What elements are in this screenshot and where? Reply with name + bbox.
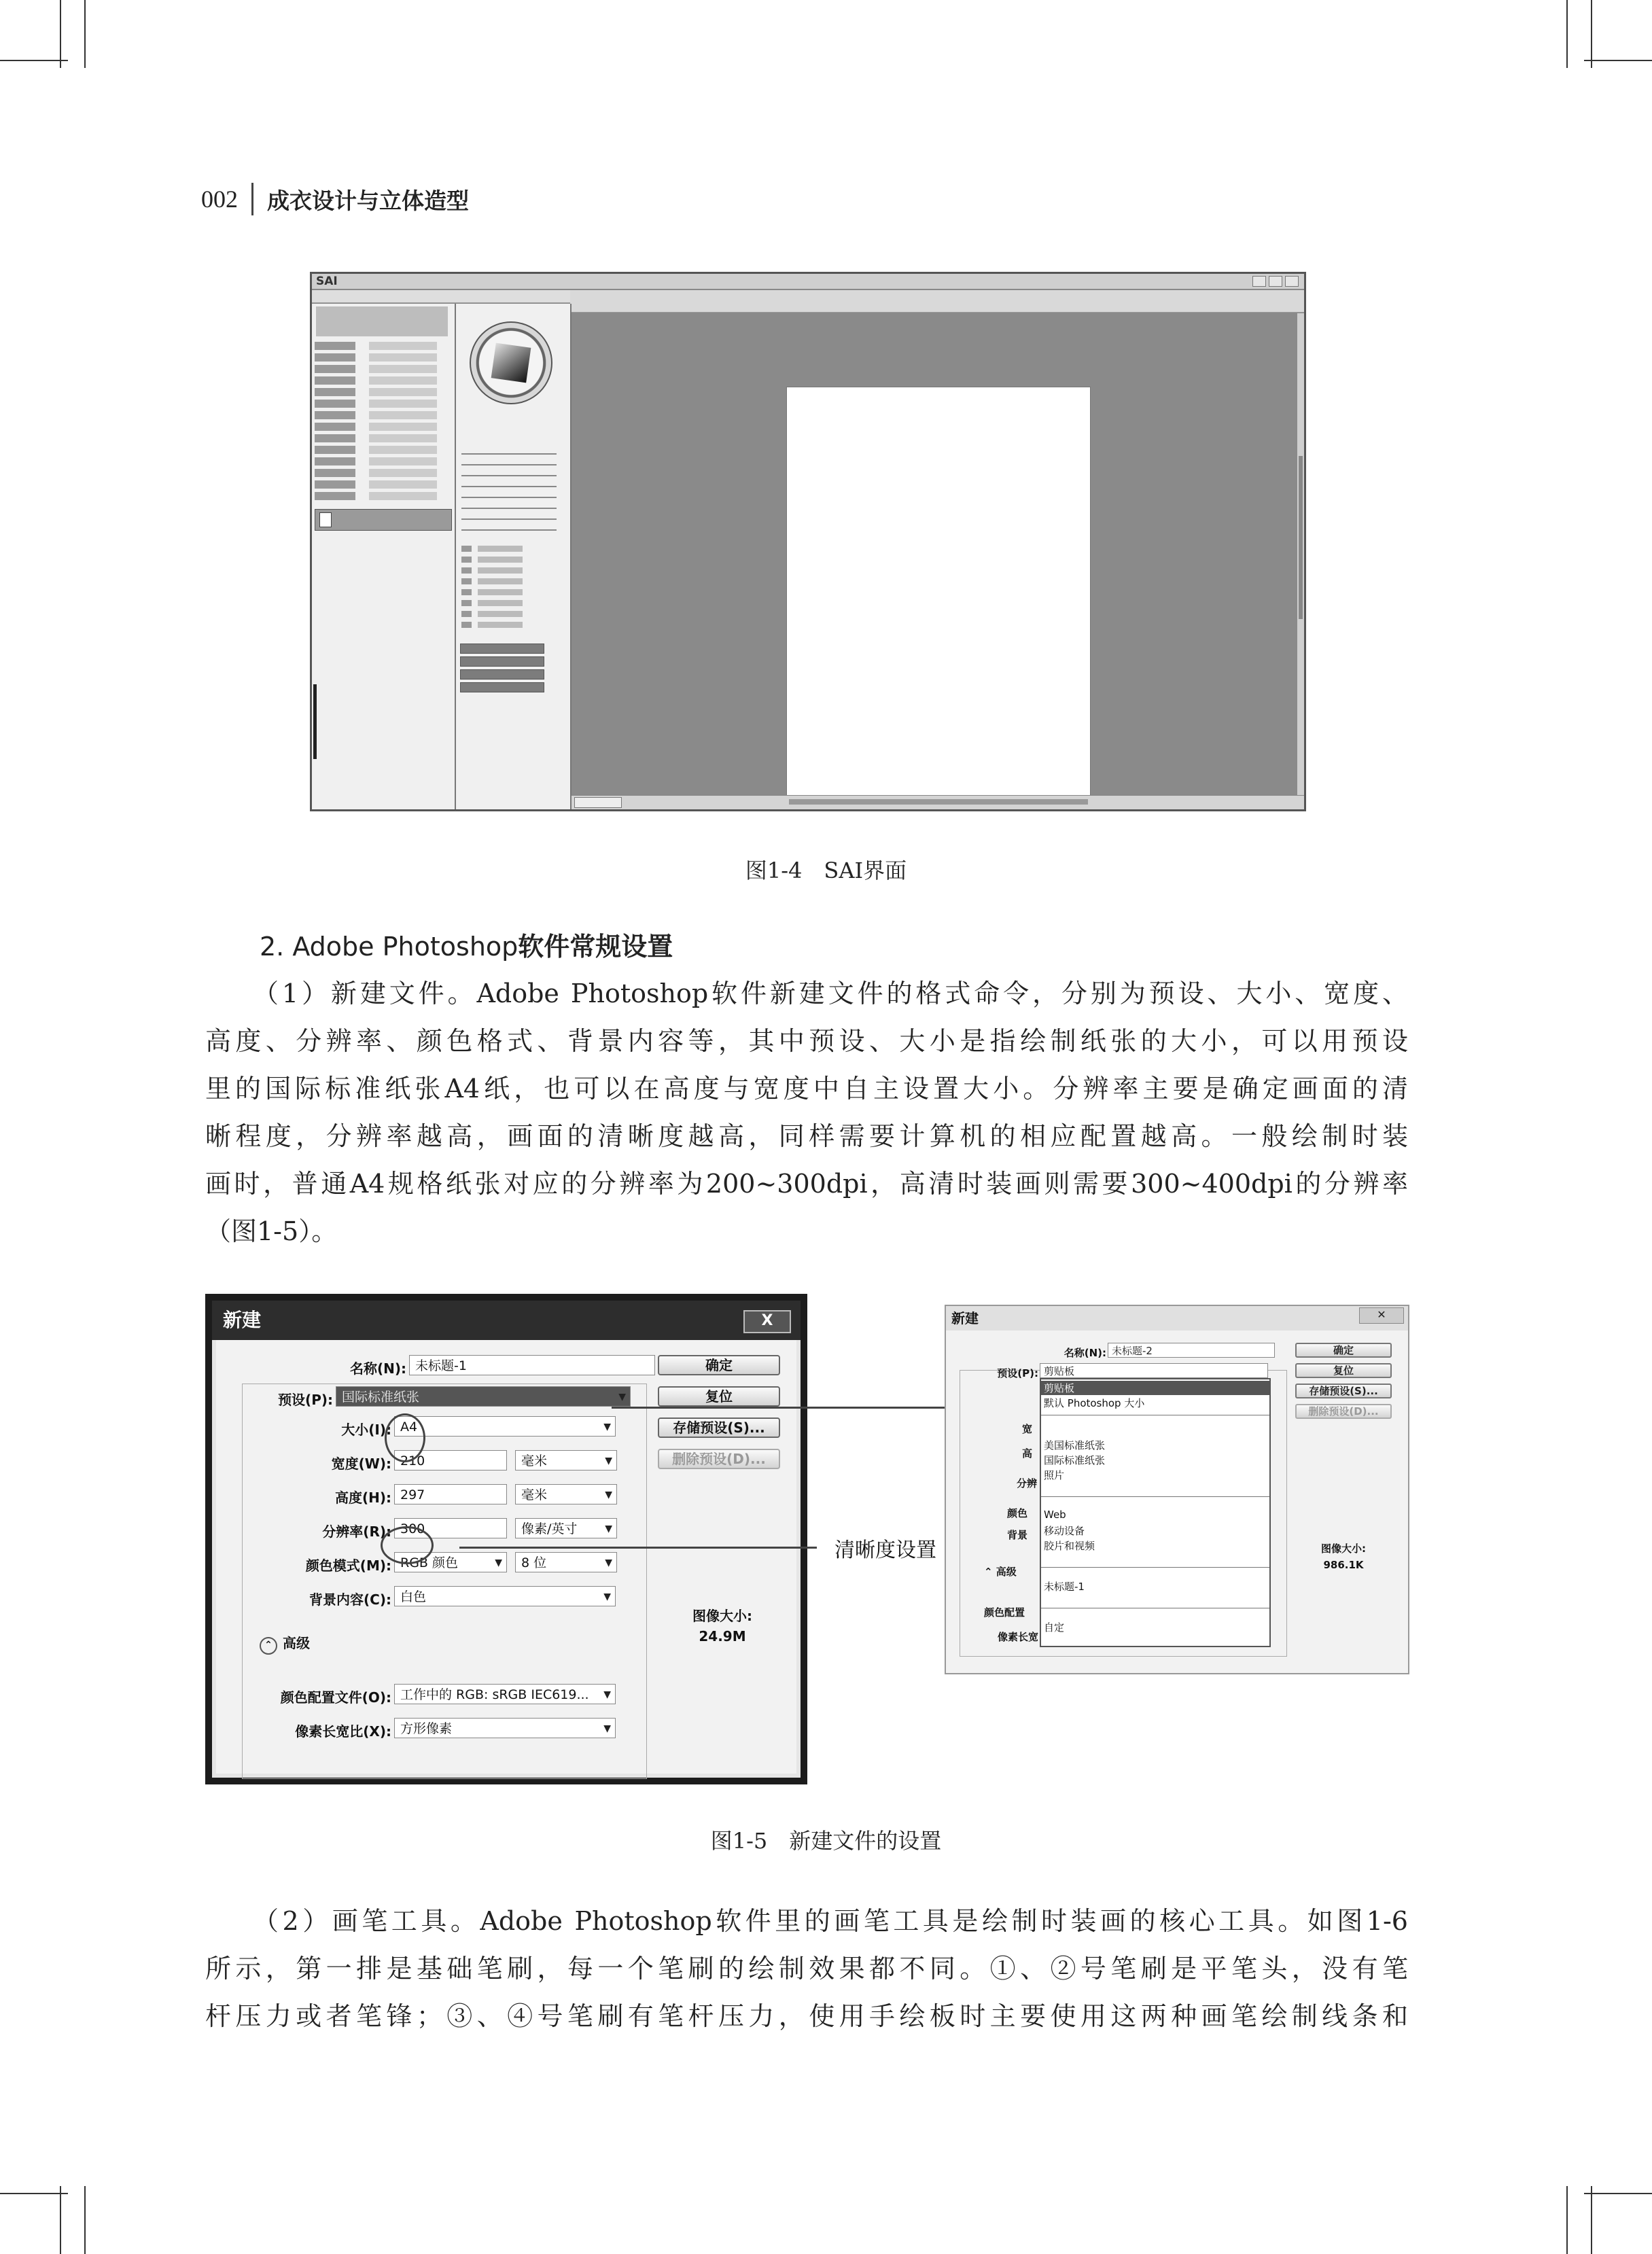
advanced-toggle[interactable] (984, 1564, 1017, 1579)
sai-scrollbar (313, 684, 317, 759)
chevron-up-icon: ⌃ (260, 1637, 277, 1655)
name-label: 名称(N): (349, 1360, 406, 1377)
width-label: 宽度(W): (331, 1456, 391, 1472)
close-icon (1285, 276, 1299, 287)
sai-vertical-scrollbar (1297, 313, 1304, 796)
dropdown-option[interactable]: 美国标准纸张 (1044, 1439, 1106, 1451)
new-file-dialog (205, 1294, 807, 1784)
dropdown-option[interactable]: Web (1044, 1509, 1066, 1521)
close-button[interactable]: X (743, 1310, 791, 1333)
close-button[interactable]: ✕ (1359, 1307, 1404, 1324)
crop-mark (1566, 0, 1568, 68)
chevron-up-icon: ⌃ (984, 1566, 996, 1578)
dropdown-option[interactable]: 自定 (1044, 1621, 1065, 1634)
preset-select[interactable]: 剪贴板 (1040, 1363, 1268, 1378)
sai-toolbar (570, 290, 1304, 313)
sai-layer-item (315, 509, 452, 531)
resolution-highlight-circle (381, 1526, 434, 1564)
crop-mark (1584, 2193, 1652, 2194)
color-profile-label: 颜色配置文件(O): (280, 1689, 391, 1706)
crop-mark (84, 2186, 86, 2254)
advanced-label: 高级 (283, 1635, 310, 1651)
figure-caption-1-4: 图1-4 SAI界面 (745, 858, 907, 883)
book-title: 成衣设计与立体造型 (267, 187, 469, 214)
paragraph-line: （2）画笔工具。Adobe Photoshop软件里的画笔工具是绘制时装画的核心工具。如图1-6 (253, 1906, 1408, 1936)
dropdown-separator (1041, 1496, 1269, 1497)
pixel-aspect-label: 像素长宽比(X): (295, 1723, 391, 1740)
dropdown-option[interactable]: 胶片和视频 (1044, 1540, 1095, 1552)
ok-button[interactable]: 确定 (658, 1355, 780, 1375)
delete-preset-button[interactable]: 删除预设(D)... (658, 1449, 780, 1469)
resolution-label: 分辨率(R): (322, 1524, 391, 1540)
paragraph-line: 晰程度，分辨率越高，画面的清晰度越高，同样需要计算机的相应配置越高。一般绘制时装 (205, 1121, 1408, 1151)
paragraph-line: 画时，普通A4规格纸张对应的分辨率为200~300dpi，高清时装画则需要300~400dpi的分辨率 (205, 1169, 1408, 1199)
name-field[interactable]: 未标题-2 (1108, 1343, 1275, 1358)
name-label: 名称(N): (1064, 1347, 1106, 1359)
maximize-icon (1269, 276, 1282, 287)
sai-color-wheel (470, 321, 552, 404)
paragraph-line: 所示，第一排是基础笔刷，每一个笔刷的绘制效果都不同。①、②号笔刷是平笔头，没有笔 (205, 1954, 1408, 1984)
dropdown-separator (1041, 1567, 1269, 1568)
crop-mark (1566, 2186, 1568, 2254)
image-size-value: 24.9M (699, 1628, 746, 1644)
dropdown-option[interactable]: 未标题-1 (1044, 1581, 1085, 1593)
advanced-label: 高级 (996, 1566, 1017, 1578)
sai-tool-panel (456, 304, 572, 809)
size-select[interactable]: A4 ▼ (394, 1416, 616, 1437)
figure-caption-1-5: 图1-5 新建文件的设置 (710, 1828, 942, 1854)
section-title-latin: Adobe Photoshop (292, 932, 519, 962)
preset-dropdown-list (1040, 1378, 1271, 1647)
partial-label: 颜色 (1007, 1507, 1028, 1519)
width-unit-select[interactable]: 毫米 ▼ (515, 1450, 617, 1471)
background-label: 背景内容(C): (309, 1591, 391, 1608)
dropdown-option[interactable]: 国际标准纸张 (1044, 1454, 1106, 1466)
sai-navigator-panel (312, 304, 456, 809)
delete-preset-button[interactable]: 删除预设(D)... (1295, 1404, 1392, 1419)
resolution-leader-line (459, 1547, 817, 1549)
save-preset-button[interactable]: 存储预设(S)... (658, 1417, 780, 1438)
resolution-field[interactable]: 300 (394, 1518, 507, 1538)
section-heading (260, 926, 673, 963)
preset-label: 预设(P): (278, 1392, 333, 1408)
section-title-cjk: 软件常规设置 (518, 932, 673, 962)
name-field[interactable]: 未标题-1 (409, 1355, 655, 1375)
crop-mark (84, 0, 86, 68)
width-field[interactable]: 210 (394, 1450, 507, 1471)
preset-select[interactable]: 国际标准纸张 ▼ (336, 1386, 631, 1407)
dropdown-option[interactable]: 默认 Photoshop 大小 (1044, 1397, 1145, 1409)
pixel-aspect-select[interactable]: 方形像素 ▼ (394, 1718, 616, 1738)
sai-panel-buttons (460, 644, 544, 695)
preset-leader-line (612, 1407, 945, 1409)
sai-brush-grid (461, 446, 557, 540)
sai-tool-options (461, 546, 563, 633)
minimize-icon (1252, 276, 1266, 287)
crop-mark (60, 2186, 61, 2254)
paragraph-line: 高度、分辨率、颜色格式、背景内容等，其中预设、大小是指绘制纸张的大小，可以用预设 (205, 1026, 1408, 1056)
dialog-title: 新建 (946, 1306, 1408, 1331)
reset-button[interactable]: 复位 (1295, 1363, 1392, 1378)
crop-mark (60, 0, 61, 68)
image-size-label: 图像大小: (1321, 1543, 1366, 1555)
height-label: 高度(H): (334, 1490, 391, 1506)
section-number: 2. (260, 932, 285, 962)
resolution-unit-select[interactable]: 像素/英寸 ▼ (515, 1518, 617, 1538)
crop-mark (1591, 2186, 1592, 2254)
partial-label: 颜色配置 (984, 1606, 1025, 1619)
reset-button[interactable]: 复位 (658, 1386, 780, 1407)
advanced-toggle[interactable] (260, 1632, 310, 1655)
sai-document-tab (574, 797, 622, 808)
sai-screenshot (310, 272, 1306, 811)
paragraph-line: 里的国际标准纸张A4纸，也可以在高度与宽度中自主设置大小。分辨率主要是确定画面的清 (205, 1074, 1408, 1104)
height-field[interactable]: 297 (394, 1484, 507, 1504)
partial-label: 分辨 (1017, 1477, 1038, 1490)
sai-window-buttons (1252, 276, 1299, 287)
dropdown-option[interactable]: 剪贴板 (1041, 1381, 1269, 1395)
page-number: 002 (201, 186, 238, 213)
sai-logo: SAI (316, 275, 338, 288)
sai-canvas-area (572, 313, 1297, 796)
paragraph-line: （1）新建文件。Adobe Photoshop软件新建文件的格式命令，分别为预设、大小、宽度、 (253, 979, 1408, 1008)
size-highlight-circle (385, 1413, 425, 1462)
background-select[interactable]: 白色 ▼ (394, 1586, 616, 1606)
color-mode-select[interactable]: RGB 颜色 ▼ (394, 1552, 507, 1572)
size-label: 大小(I): (341, 1422, 391, 1438)
color-mode-label: 颜色模式(M): (305, 1557, 391, 1574)
partial-label: 像素长宽 (998, 1631, 1039, 1643)
crop-mark (0, 60, 68, 61)
dropdown-option[interactable]: 照片 (1044, 1469, 1065, 1481)
color-profile-select[interactable]: 工作中的 RGB: sRGB IEC619... ▼ (394, 1684, 616, 1704)
image-size-value: 986.1K (1323, 1559, 1364, 1571)
save-preset-button[interactable]: 存储预设(S)... (1295, 1384, 1392, 1398)
crop-mark (1591, 0, 1592, 68)
height-unit-select[interactable]: 毫米 ▼ (515, 1484, 617, 1504)
sai-navigator-thumbnail (316, 306, 448, 336)
partial-label: 高 (1022, 1447, 1033, 1460)
sai-paper (786, 387, 1091, 811)
running-header (201, 182, 469, 216)
resolution-annotation: 清晰度设置 (834, 1538, 936, 1562)
new-file-dialog-preset-dropdown (945, 1305, 1409, 1674)
partial-label: 宽 (1022, 1423, 1033, 1435)
sai-layer-settings (315, 342, 451, 504)
ok-button[interactable]: 确定 (1295, 1343, 1392, 1358)
crop-mark (1584, 60, 1652, 61)
partial-label: 背景 (1007, 1529, 1028, 1541)
crop-mark (0, 2193, 68, 2194)
sai-menu-bar (312, 290, 570, 303)
sai-horizontal-scrollbar (789, 799, 1088, 805)
sai-status-bar (572, 795, 1304, 809)
dialog-title: 新建 (212, 1301, 801, 1340)
paragraph-line: （图1-5）。 (205, 1216, 338, 1246)
image-size-label: 图像大小: (692, 1608, 752, 1624)
paragraph-line: 杆压力或者笔锋；③、④号笔刷有笔杆压力，使用手绘板时主要使用这两种画笔绘制线条和 (205, 2001, 1408, 2031)
dropdown-option[interactable]: 移动设备 (1044, 1525, 1085, 1537)
sai-title-bar (312, 274, 1304, 290)
bit-depth-select[interactable]: 8 位 ▼ (515, 1552, 617, 1572)
preset-label: 预设(P): (997, 1367, 1038, 1379)
header-divider (251, 183, 253, 215)
